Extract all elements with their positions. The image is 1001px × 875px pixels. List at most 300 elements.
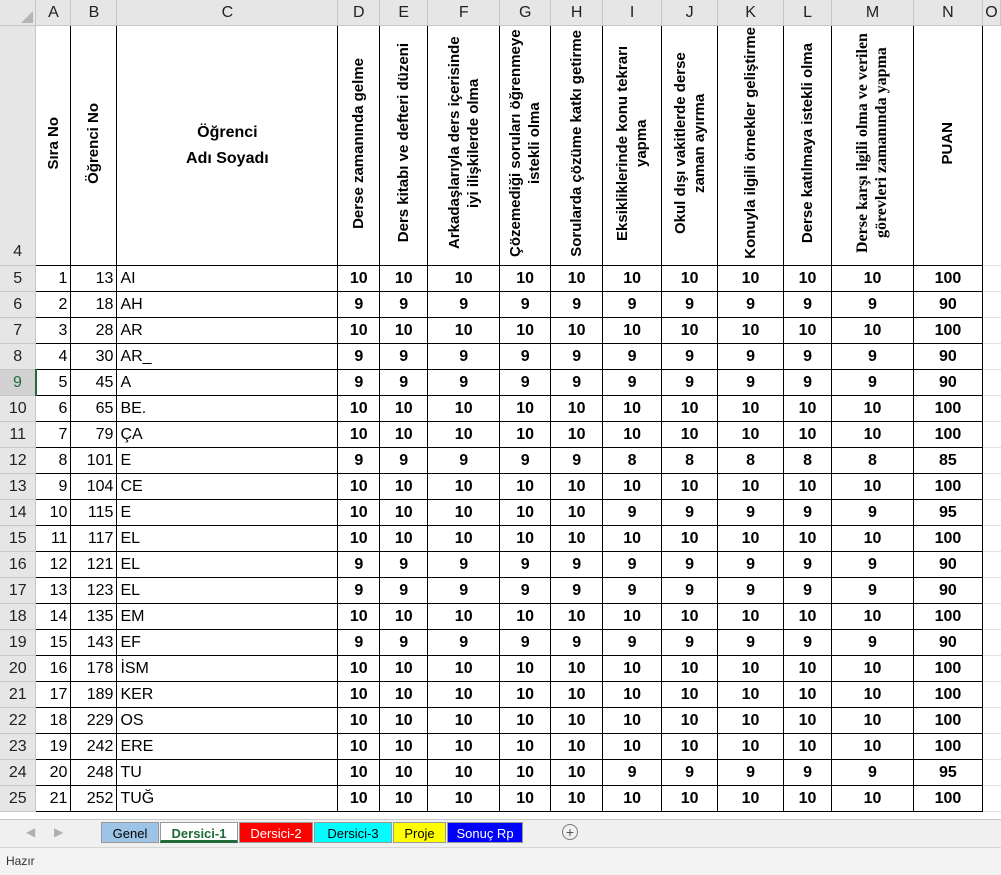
row-header[interactable]: 9	[0, 370, 36, 396]
score-cell[interactable]: 9	[338, 630, 380, 656]
score-cell[interactable]: 9	[603, 292, 662, 318]
score-cell[interactable]: 10	[603, 682, 662, 708]
score-cell[interactable]: 10	[500, 682, 551, 708]
score-cell[interactable]: 10	[551, 396, 603, 422]
row-header[interactable]: 17	[0, 578, 36, 604]
score-cell[interactable]: 9	[428, 448, 500, 474]
score-cell[interactable]: 10	[551, 318, 603, 344]
empty-cell[interactable]	[982, 786, 1000, 812]
student-name-cell[interactable]: CE	[117, 474, 338, 500]
score-cell[interactable]: 10	[718, 266, 784, 292]
score-cell[interactable]: 9	[832, 500, 914, 526]
score-cell[interactable]: 9	[380, 552, 428, 578]
score-cell[interactable]: 9	[662, 500, 718, 526]
score-cell[interactable]: 10	[662, 318, 718, 344]
column-header-m[interactable]: M	[832, 0, 914, 26]
score-cell[interactable]: 10	[338, 786, 380, 812]
ogrenci-no-cell[interactable]: 242	[71, 734, 117, 760]
score-cell[interactable]: 10	[551, 760, 603, 786]
puan-cell[interactable]: 90	[913, 292, 982, 318]
score-cell[interactable]: 10	[784, 474, 832, 500]
score-cell[interactable]: 10	[380, 500, 428, 526]
score-cell[interactable]: 10	[428, 526, 500, 552]
student-name-cell[interactable]: EL	[117, 552, 338, 578]
score-cell[interactable]: 10	[551, 734, 603, 760]
student-name-cell[interactable]: KER	[117, 682, 338, 708]
score-cell[interactable]: 9	[718, 344, 784, 370]
score-cell[interactable]: 9	[551, 448, 603, 474]
score-cell[interactable]: 10	[338, 500, 380, 526]
score-cell[interactable]: 10	[603, 656, 662, 682]
empty-cell[interactable]	[982, 578, 1000, 604]
puan-cell[interactable]: 100	[913, 682, 982, 708]
ogrenci-no-cell[interactable]: 28	[71, 318, 117, 344]
score-cell[interactable]: 10	[380, 682, 428, 708]
score-cell[interactable]: 10	[662, 682, 718, 708]
puan-cell[interactable]: 90	[913, 344, 982, 370]
score-cell[interactable]: 9	[662, 344, 718, 370]
empty-cell[interactable]	[982, 526, 1000, 552]
ogrenci-no-cell[interactable]: 135	[71, 604, 117, 630]
score-cell[interactable]: 9	[784, 344, 832, 370]
empty-cell[interactable]	[982, 656, 1000, 682]
ogrenci-no-cell[interactable]: 65	[71, 396, 117, 422]
score-cell[interactable]: 9	[832, 630, 914, 656]
criterion-header-9[interactable]	[784, 26, 832, 266]
score-cell[interactable]: 10	[603, 786, 662, 812]
column-header-i[interactable]: I	[603, 0, 662, 26]
score-cell[interactable]: 10	[551, 604, 603, 630]
column-header-a[interactable]: A	[36, 0, 71, 26]
score-cell[interactable]: 10	[718, 474, 784, 500]
score-cell[interactable]: 10	[338, 656, 380, 682]
score-cell[interactable]: 10	[500, 656, 551, 682]
column-header-o[interactable]: O	[982, 0, 1000, 26]
score-cell[interactable]: 9	[380, 448, 428, 474]
score-cell[interactable]: 10	[662, 422, 718, 448]
column-header-h[interactable]: H	[551, 0, 603, 26]
student-name-cell[interactable]: AR_	[117, 344, 338, 370]
row-header[interactable]: 25	[0, 786, 36, 812]
score-cell[interactable]: 10	[380, 604, 428, 630]
puan-header[interactable]	[913, 26, 982, 266]
score-cell[interactable]: 10	[832, 708, 914, 734]
ogrenci-no-cell[interactable]: 189	[71, 682, 117, 708]
score-cell[interactable]: 9	[832, 578, 914, 604]
column-header-l[interactable]: L	[784, 0, 832, 26]
empty-cell[interactable]	[982, 474, 1000, 500]
empty-cell[interactable]	[982, 292, 1000, 318]
score-cell[interactable]: 10	[832, 318, 914, 344]
sira-no-cell[interactable]: 21	[36, 786, 71, 812]
ogrenci-no-cell[interactable]: 248	[71, 760, 117, 786]
ogrenci-no-cell[interactable]: 45	[71, 370, 117, 396]
score-cell[interactable]: 9	[428, 578, 500, 604]
score-cell[interactable]: 10	[338, 708, 380, 734]
score-cell[interactable]: 10	[718, 786, 784, 812]
score-cell[interactable]: 10	[784, 734, 832, 760]
student-name-cell[interactable]: E	[117, 448, 338, 474]
score-cell[interactable]: 10	[338, 604, 380, 630]
puan-cell[interactable]: 100	[913, 786, 982, 812]
score-cell[interactable]: 9	[662, 292, 718, 318]
score-cell[interactable]: 10	[428, 682, 500, 708]
criterion-header-8[interactable]	[718, 26, 784, 266]
puan-cell[interactable]: 100	[913, 708, 982, 734]
score-cell[interactable]: 9	[500, 344, 551, 370]
puan-cell[interactable]: 100	[913, 604, 982, 630]
score-cell[interactable]: 9	[500, 630, 551, 656]
sira-no-cell[interactable]: 20	[36, 760, 71, 786]
column-header-d[interactable]: D	[338, 0, 380, 26]
row-header[interactable]: 24	[0, 760, 36, 786]
sheet-tab-3[interactable]: Dersici-2	[239, 822, 313, 843]
score-cell[interactable]: 9	[428, 344, 500, 370]
puan-cell[interactable]: 100	[913, 656, 982, 682]
score-cell[interactable]: 9	[380, 630, 428, 656]
score-cell[interactable]: 9	[832, 292, 914, 318]
score-cell[interactable]: 10	[832, 526, 914, 552]
student-name-cell[interactable]: A	[117, 370, 338, 396]
score-cell[interactable]: 9	[718, 760, 784, 786]
score-cell[interactable]: 10	[380, 656, 428, 682]
sira-no-cell[interactable]: 7	[36, 422, 71, 448]
criterion-header-6[interactable]	[603, 26, 662, 266]
score-cell[interactable]: 9	[338, 292, 380, 318]
score-cell[interactable]: 10	[718, 734, 784, 760]
score-cell[interactable]: 10	[380, 422, 428, 448]
row-header[interactable]: 16	[0, 552, 36, 578]
score-cell[interactable]: 9	[718, 370, 784, 396]
puan-cell[interactable]: 85	[913, 448, 982, 474]
student-name-cell[interactable]: İSM	[117, 656, 338, 682]
scroll-right-icon[interactable]: ▶	[54, 825, 64, 839]
score-cell[interactable]: 9	[832, 344, 914, 370]
sheet-tab-6[interactable]: Sonuç Rp	[447, 822, 523, 843]
empty-cell[interactable]	[982, 422, 1000, 448]
score-cell[interactable]: 10	[500, 266, 551, 292]
score-cell[interactable]: 10	[784, 656, 832, 682]
sira-no-cell[interactable]: 18	[36, 708, 71, 734]
score-cell[interactable]: 10	[500, 708, 551, 734]
score-cell[interactable]: 10	[832, 604, 914, 630]
score-cell[interactable]: 10	[603, 604, 662, 630]
ogrenci-no-cell[interactable]: 101	[71, 448, 117, 474]
sira-no-cell[interactable]: 12	[36, 552, 71, 578]
score-cell[interactable]: 10	[784, 396, 832, 422]
score-cell[interactable]: 10	[428, 786, 500, 812]
score-cell[interactable]: 10	[551, 786, 603, 812]
score-cell[interactable]: 10	[338, 474, 380, 500]
sira-no-cell[interactable]: 9	[36, 474, 71, 500]
score-cell[interactable]: 9	[603, 630, 662, 656]
row-header[interactable]: 13	[0, 474, 36, 500]
puan-cell[interactable]: 90	[913, 578, 982, 604]
score-cell[interactable]: 9	[428, 552, 500, 578]
score-cell[interactable]: 10	[380, 266, 428, 292]
score-cell[interactable]: 9	[784, 578, 832, 604]
score-cell[interactable]: 10	[662, 656, 718, 682]
score-cell[interactable]: 9	[662, 578, 718, 604]
score-cell[interactable]: 10	[551, 708, 603, 734]
plus-circle-icon[interactable]: +	[562, 824, 578, 840]
student-name-cell[interactable]: OS	[117, 708, 338, 734]
score-cell[interactable]: 10	[428, 760, 500, 786]
column-header-b[interactable]: B	[71, 0, 117, 26]
score-cell[interactable]: 10	[428, 318, 500, 344]
score-cell[interactable]: 10	[380, 396, 428, 422]
score-cell[interactable]: 10	[784, 318, 832, 344]
score-cell[interactable]: 10	[500, 474, 551, 500]
empty-cell[interactable]	[982, 552, 1000, 578]
score-cell[interactable]: 9	[662, 370, 718, 396]
score-cell[interactable]: 9	[603, 370, 662, 396]
student-name-cell[interactable]: EL	[117, 578, 338, 604]
score-cell[interactable]: 10	[500, 734, 551, 760]
score-cell[interactable]: 10	[428, 708, 500, 734]
score-cell[interactable]: 9	[428, 630, 500, 656]
empty-cell[interactable]	[982, 604, 1000, 630]
score-cell[interactable]: 10	[500, 396, 551, 422]
student-name-cell[interactable]: AR	[117, 318, 338, 344]
score-cell[interactable]: 10	[832, 682, 914, 708]
ogrenci-no-cell[interactable]: 115	[71, 500, 117, 526]
score-cell[interactable]: 10	[551, 474, 603, 500]
ogrenci-no-cell[interactable]: 117	[71, 526, 117, 552]
ogrenci-no-cell[interactable]: 123	[71, 578, 117, 604]
sira-no-cell[interactable]: 3	[36, 318, 71, 344]
column-header-n[interactable]: N	[913, 0, 982, 26]
ogrenci-no-cell[interactable]: 252	[71, 786, 117, 812]
ogrenci-no-cell[interactable]: 229	[71, 708, 117, 734]
score-cell[interactable]: 9	[338, 448, 380, 474]
row-header[interactable]: 11	[0, 422, 36, 448]
row-header[interactable]: 22	[0, 708, 36, 734]
score-cell[interactable]: 8	[784, 448, 832, 474]
column-header-g[interactable]: G	[500, 0, 551, 26]
score-cell[interactable]: 10	[428, 500, 500, 526]
score-cell[interactable]: 10	[500, 526, 551, 552]
score-cell[interactable]: 10	[603, 708, 662, 734]
score-cell[interactable]: 9	[784, 552, 832, 578]
score-cell[interactable]: 10	[603, 734, 662, 760]
score-cell[interactable]: 10	[718, 422, 784, 448]
score-cell[interactable]: 10	[338, 396, 380, 422]
sheet-tab-5[interactable]: Proje	[393, 822, 446, 843]
student-name-cell[interactable]: AH	[117, 292, 338, 318]
score-cell[interactable]: 9	[551, 344, 603, 370]
sheet-tab-1[interactable]: Genel	[101, 822, 159, 843]
score-cell[interactable]: 10	[380, 708, 428, 734]
score-cell[interactable]: 10	[380, 760, 428, 786]
score-cell[interactable]: 8	[603, 448, 662, 474]
ogrenci-no-header[interactable]	[71, 26, 117, 266]
sira-no-cell[interactable]: 14	[36, 604, 71, 630]
score-cell[interactable]: 9	[718, 630, 784, 656]
row-header[interactable]: 10	[0, 396, 36, 422]
score-cell[interactable]: 10	[338, 760, 380, 786]
score-cell[interactable]: 10	[784, 604, 832, 630]
ogrenci-no-cell[interactable]: 30	[71, 344, 117, 370]
score-cell[interactable]: 10	[338, 682, 380, 708]
student-name-cell[interactable]: BE.	[117, 396, 338, 422]
student-name-cell[interactable]: ERE	[117, 734, 338, 760]
ogrenci-no-cell[interactable]: 18	[71, 292, 117, 318]
sira-no-cell[interactable]: 19	[36, 734, 71, 760]
score-cell[interactable]: 10	[428, 656, 500, 682]
score-cell[interactable]: 10	[551, 682, 603, 708]
sira-no-cell[interactable]: 2	[36, 292, 71, 318]
score-cell[interactable]: 10	[718, 318, 784, 344]
criterion-header-2[interactable]	[380, 26, 428, 266]
column-header-k[interactable]: K	[718, 0, 784, 26]
score-cell[interactable]: 9	[428, 370, 500, 396]
score-cell[interactable]: 9	[500, 552, 551, 578]
column-header-f[interactable]: F	[428, 0, 500, 26]
sira-no-cell[interactable]: 8	[36, 448, 71, 474]
score-cell[interactable]: 10	[832, 656, 914, 682]
score-cell[interactable]: 10	[428, 266, 500, 292]
scroll-left-icon[interactable]: ◀	[26, 825, 36, 839]
score-cell[interactable]: 10	[784, 786, 832, 812]
row-header[interactable]: 4	[0, 26, 36, 266]
score-cell[interactable]: 10	[500, 500, 551, 526]
score-cell[interactable]: 10	[428, 604, 500, 630]
empty-cell[interactable]	[982, 708, 1000, 734]
criterion-header-10[interactable]	[832, 26, 914, 266]
puan-cell[interactable]: 100	[913, 422, 982, 448]
student-name-cell[interactable]: AI	[117, 266, 338, 292]
score-cell[interactable]: 10	[718, 656, 784, 682]
score-cell[interactable]: 10	[338, 734, 380, 760]
score-cell[interactable]: 10	[662, 786, 718, 812]
sira-no-header[interactable]	[36, 26, 71, 266]
empty-cell[interactable]	[982, 266, 1000, 292]
row-header[interactable]: 12	[0, 448, 36, 474]
ogrenci-no-cell[interactable]: 13	[71, 266, 117, 292]
score-cell[interactable]: 10	[662, 474, 718, 500]
score-cell[interactable]: 10	[662, 734, 718, 760]
sira-no-cell[interactable]: 17	[36, 682, 71, 708]
score-cell[interactable]: 10	[428, 474, 500, 500]
score-cell[interactable]: 9	[500, 578, 551, 604]
score-cell[interactable]: 8	[832, 448, 914, 474]
score-cell[interactable]: 9	[718, 292, 784, 318]
score-cell[interactable]: 10	[603, 396, 662, 422]
criterion-header-3[interactable]	[428, 26, 500, 266]
student-name-cell[interactable]: ÇA	[117, 422, 338, 448]
score-cell[interactable]: 10	[784, 682, 832, 708]
score-cell[interactable]: 10	[551, 500, 603, 526]
puan-cell[interactable]: 95	[913, 760, 982, 786]
empty-cell[interactable]	[982, 370, 1000, 396]
sheet-tab-2[interactable]: Dersici-1	[160, 822, 238, 843]
row-header[interactable]: 23	[0, 734, 36, 760]
score-cell[interactable]: 9	[380, 578, 428, 604]
score-cell[interactable]: 10	[832, 786, 914, 812]
score-cell[interactable]: 10	[551, 656, 603, 682]
score-cell[interactable]: 10	[500, 604, 551, 630]
score-cell[interactable]: 9	[832, 760, 914, 786]
ogrenci-no-cell[interactable]: 143	[71, 630, 117, 656]
score-cell[interactable]: 9	[662, 552, 718, 578]
empty-cell[interactable]	[982, 26, 1000, 266]
score-cell[interactable]: 9	[832, 552, 914, 578]
score-cell[interactable]: 9	[380, 292, 428, 318]
score-cell[interactable]: 10	[784, 266, 832, 292]
score-cell[interactable]: 10	[428, 422, 500, 448]
student-name-cell[interactable]: EM	[117, 604, 338, 630]
score-cell[interactable]: 9	[428, 292, 500, 318]
empty-cell[interactable]	[982, 344, 1000, 370]
score-cell[interactable]: 9	[718, 578, 784, 604]
score-cell[interactable]: 9	[551, 630, 603, 656]
empty-cell[interactable]	[982, 448, 1000, 474]
score-cell[interactable]: 10	[500, 760, 551, 786]
score-cell[interactable]: 10	[380, 474, 428, 500]
row-header[interactable]: 18	[0, 604, 36, 630]
score-cell[interactable]: 10	[784, 422, 832, 448]
score-cell[interactable]: 10	[338, 318, 380, 344]
score-cell[interactable]: 10	[718, 396, 784, 422]
score-cell[interactable]: 10	[338, 526, 380, 552]
row-header[interactable]: 20	[0, 656, 36, 682]
score-cell[interactable]: 10	[603, 318, 662, 344]
score-cell[interactable]: 10	[662, 266, 718, 292]
score-cell[interactable]: 9	[338, 370, 380, 396]
score-cell[interactable]: 10	[380, 734, 428, 760]
score-cell[interactable]: 10	[380, 318, 428, 344]
score-cell[interactable]: 10	[718, 708, 784, 734]
score-cell[interactable]: 10	[603, 474, 662, 500]
score-cell[interactable]: 9	[784, 760, 832, 786]
score-cell[interactable]: 9	[718, 500, 784, 526]
score-cell[interactable]: 9	[784, 500, 832, 526]
score-cell[interactable]: 9	[603, 500, 662, 526]
score-cell[interactable]: 10	[832, 422, 914, 448]
score-cell[interactable]: 10	[832, 474, 914, 500]
score-cell[interactable]: 9	[603, 344, 662, 370]
puan-cell[interactable]: 90	[913, 370, 982, 396]
score-cell[interactable]: 10	[603, 422, 662, 448]
criterion-header-1[interactable]	[338, 26, 380, 266]
score-cell[interactable]: 9	[784, 292, 832, 318]
score-cell[interactable]: 10	[662, 526, 718, 552]
score-cell[interactable]: 9	[784, 630, 832, 656]
row-header[interactable]: 14	[0, 500, 36, 526]
score-cell[interactable]: 10	[500, 318, 551, 344]
score-cell[interactable]: 10	[832, 266, 914, 292]
score-cell[interactable]: 9	[603, 552, 662, 578]
empty-cell[interactable]	[982, 318, 1000, 344]
empty-cell[interactable]	[982, 396, 1000, 422]
empty-cell[interactable]	[982, 500, 1000, 526]
student-name-cell[interactable]: EF	[117, 630, 338, 656]
puan-cell[interactable]: 95	[913, 500, 982, 526]
score-cell[interactable]: 9	[718, 552, 784, 578]
score-cell[interactable]: 8	[662, 448, 718, 474]
score-cell[interactable]: 10	[832, 734, 914, 760]
score-cell[interactable]: 10	[784, 526, 832, 552]
empty-cell[interactable]	[982, 630, 1000, 656]
ogrenci-no-cell[interactable]: 121	[71, 552, 117, 578]
score-cell[interactable]: 9	[500, 370, 551, 396]
row-header[interactable]: 8	[0, 344, 36, 370]
score-cell[interactable]: 9	[380, 370, 428, 396]
score-cell[interactable]: 10	[338, 266, 380, 292]
sheet-tab-4[interactable]: Dersici-3	[314, 822, 392, 843]
puan-cell[interactable]: 100	[913, 526, 982, 552]
